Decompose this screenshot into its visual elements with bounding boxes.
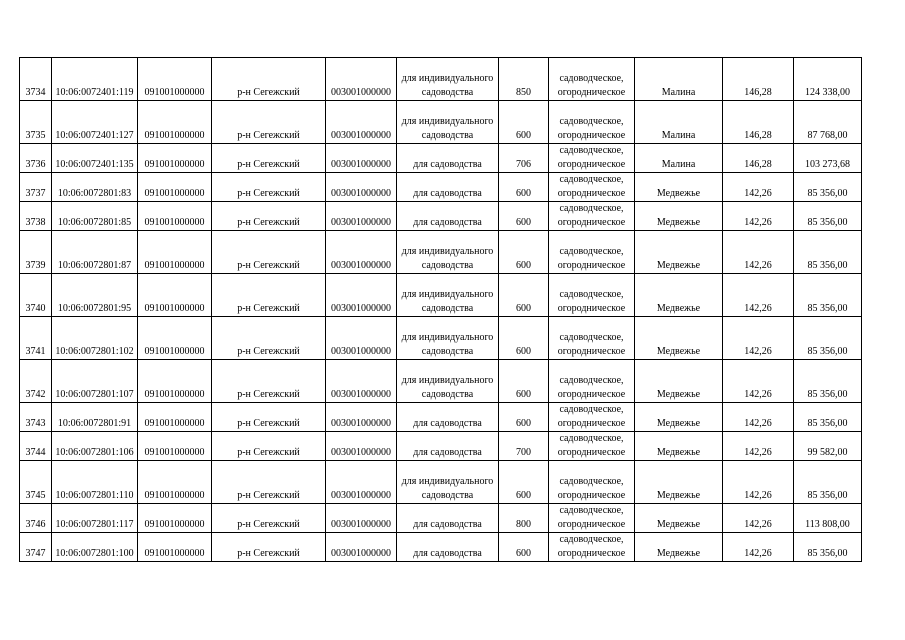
row-number-cell: 3739 xyxy=(20,231,52,274)
table-row xyxy=(20,504,862,533)
area-cell: 600 xyxy=(499,202,549,231)
okato-cell: 091001000000 xyxy=(138,101,212,144)
area-cell: 600 xyxy=(499,173,549,202)
permitted-use-cell: для индивидуального садоводства xyxy=(397,58,499,101)
row-number-cell: 3744 xyxy=(20,432,52,461)
specific-value-cell: 142,26 xyxy=(723,432,794,461)
cadastral-value-cell: 87 768,00 xyxy=(794,101,862,144)
cadastral-value-cell: 103 273,68 xyxy=(794,144,862,173)
permitted-use-cell: для индивидуального садоводства xyxy=(397,274,499,317)
table-body xyxy=(20,58,862,562)
permitted-use-cell: для садоводства xyxy=(397,403,499,432)
locality-cell: Медвежье xyxy=(635,274,723,317)
locality-cell: Малина xyxy=(635,101,723,144)
permitted-use-cell: для индивидуального садоводства xyxy=(397,360,499,403)
row-number-cell: 3737 xyxy=(20,173,52,202)
okato-cell: 091001000000 xyxy=(138,432,212,461)
cadastral-number-cell: 10:06:0072801:107 xyxy=(52,360,138,403)
area-cell: 600 xyxy=(499,403,549,432)
cadastral-value-cell: 85 356,00 xyxy=(794,317,862,360)
cadastral-value-cell: 99 582,00 xyxy=(794,432,862,461)
specific-value-cell: 146,28 xyxy=(723,144,794,173)
cadastral-value-cell: 85 356,00 xyxy=(794,202,862,231)
area-cell: 600 xyxy=(499,274,549,317)
district-cell: р-н Сегежский xyxy=(212,231,326,274)
cadastral-number-cell: 10:06:0072801:106 xyxy=(52,432,138,461)
cadastral-value-cell: 85 356,00 xyxy=(794,533,862,562)
okato-cell: 091001000000 xyxy=(138,533,212,562)
row-number-cell: 3745 xyxy=(20,461,52,504)
permitted-use-cell: для садоводства xyxy=(397,202,499,231)
area-cell: 600 xyxy=(499,231,549,274)
oktmo-cell: 003001000000 xyxy=(326,274,397,317)
district-cell: р-н Сегежский xyxy=(212,432,326,461)
oktmo-cell: 003001000000 xyxy=(326,58,397,101)
okato-cell: 091001000000 xyxy=(138,231,212,274)
row-number-cell: 3747 xyxy=(20,533,52,562)
use-category-cell: садоводческое, огородническое xyxy=(549,360,635,403)
use-category-cell: садоводческое, огородническое xyxy=(549,504,635,533)
permitted-use-cell: для садоводства xyxy=(397,504,499,533)
specific-value-cell: 142,26 xyxy=(723,202,794,231)
cadastral-value-cell: 85 356,00 xyxy=(794,461,862,504)
area-cell: 850 xyxy=(499,58,549,101)
district-cell: р-н Сегежский xyxy=(212,403,326,432)
specific-value-cell: 142,26 xyxy=(723,533,794,562)
row-number-cell: 3738 xyxy=(20,202,52,231)
cadastral-value-cell: 85 356,00 xyxy=(794,231,862,274)
cadastral-number-cell: 10:06:0072801:100 xyxy=(52,533,138,562)
use-category-cell: садоводческое, огородническое xyxy=(549,403,635,432)
oktmo-cell: 003001000000 xyxy=(326,173,397,202)
table-row xyxy=(20,58,862,101)
area-cell: 600 xyxy=(499,533,549,562)
locality-cell: Медвежье xyxy=(635,202,723,231)
oktmo-cell: 003001000000 xyxy=(326,432,397,461)
specific-value-cell: 142,26 xyxy=(723,461,794,504)
okato-cell: 091001000000 xyxy=(138,274,212,317)
district-cell: р-н Сегежский xyxy=(212,504,326,533)
locality-cell: Медвежье xyxy=(635,504,723,533)
oktmo-cell: 003001000000 xyxy=(326,317,397,360)
specific-value-cell: 146,28 xyxy=(723,58,794,101)
oktmo-cell: 003001000000 xyxy=(326,231,397,274)
cadastral-value-cell: 85 356,00 xyxy=(794,360,862,403)
locality-cell: Медвежье xyxy=(635,533,723,562)
use-category-cell: садоводческое, огородническое xyxy=(549,231,635,274)
cadastral-number-cell: 10:06:0072801:117 xyxy=(52,504,138,533)
use-category-cell: садоводческое, огородническое xyxy=(549,58,635,101)
cadastral-number-cell: 10:06:0072801:102 xyxy=(52,317,138,360)
locality-cell: Медвежье xyxy=(635,432,723,461)
okato-cell: 091001000000 xyxy=(138,461,212,504)
use-category-cell: садоводческое, огородническое xyxy=(549,317,635,360)
oktmo-cell: 003001000000 xyxy=(326,101,397,144)
area-cell: 600 xyxy=(499,461,549,504)
table-row xyxy=(20,461,862,504)
specific-value-cell: 142,26 xyxy=(723,504,794,533)
district-cell: р-н Сегежский xyxy=(212,101,326,144)
district-cell: р-н Сегежский xyxy=(212,58,326,101)
cadastral-number-cell: 10:06:0072801:83 xyxy=(52,173,138,202)
table-row xyxy=(20,360,862,403)
locality-cell: Медвежье xyxy=(635,231,723,274)
use-category-cell: садоводческое, огородническое xyxy=(549,202,635,231)
cadastral-number-cell: 10:06:0072801:87 xyxy=(52,231,138,274)
district-cell: р-н Сегежский xyxy=(212,533,326,562)
table-row xyxy=(20,202,862,231)
table-row xyxy=(20,533,862,562)
table-row xyxy=(20,403,862,432)
permitted-use-cell: для садоводства xyxy=(397,432,499,461)
okato-cell: 091001000000 xyxy=(138,317,212,360)
row-number-cell: 3736 xyxy=(20,144,52,173)
okato-cell: 091001000000 xyxy=(138,403,212,432)
oktmo-cell: 003001000000 xyxy=(326,144,397,173)
district-cell: р-н Сегежский xyxy=(212,202,326,231)
table-row xyxy=(20,173,862,202)
locality-cell: Медвежье xyxy=(635,317,723,360)
table-row xyxy=(20,231,862,274)
area-cell: 600 xyxy=(499,101,549,144)
cadastral-number-cell: 10:06:0072801:85 xyxy=(52,202,138,231)
row-number-cell: 3734 xyxy=(20,58,52,101)
area-cell: 800 xyxy=(499,504,549,533)
specific-value-cell: 142,26 xyxy=(723,231,794,274)
use-category-cell: садоводческое, огородническое xyxy=(549,144,635,173)
cadastral-value-cell: 85 356,00 xyxy=(794,403,862,432)
use-category-cell: садоводческое, огородническое xyxy=(549,432,635,461)
permitted-use-cell: для индивидуального садоводства xyxy=(397,317,499,360)
cadastral-value-cell: 85 356,00 xyxy=(794,173,862,202)
oktmo-cell: 003001000000 xyxy=(326,360,397,403)
cadastral-number-cell: 10:06:0072401:135 xyxy=(52,144,138,173)
permitted-use-cell: для садоводства xyxy=(397,533,499,562)
specific-value-cell: 142,26 xyxy=(723,403,794,432)
permitted-use-cell: для садоводства xyxy=(397,144,499,173)
district-cell: р-н Сегежский xyxy=(212,461,326,504)
oktmo-cell: 003001000000 xyxy=(326,403,397,432)
permitted-use-cell: для индивидуального садоводства xyxy=(397,461,499,504)
cadastral-number-cell: 10:06:0072401:127 xyxy=(52,101,138,144)
permitted-use-cell: для садоводства xyxy=(397,173,499,202)
okato-cell: 091001000000 xyxy=(138,58,212,101)
specific-value-cell: 142,26 xyxy=(723,173,794,202)
row-number-cell: 3743 xyxy=(20,403,52,432)
use-category-cell: садоводческое, огородническое xyxy=(549,533,635,562)
oktmo-cell: 003001000000 xyxy=(326,504,397,533)
okato-cell: 091001000000 xyxy=(138,504,212,533)
oktmo-cell: 003001000000 xyxy=(326,533,397,562)
permitted-use-cell: для индивидуального садоводства xyxy=(397,101,499,144)
district-cell: р-н Сегежский xyxy=(212,173,326,202)
use-category-cell: садоводческое, огородническое xyxy=(549,173,635,202)
okato-cell: 091001000000 xyxy=(138,202,212,231)
locality-cell: Медвежье xyxy=(635,403,723,432)
row-number-cell: 3735 xyxy=(20,101,52,144)
okato-cell: 091001000000 xyxy=(138,173,212,202)
district-cell: р-н Сегежский xyxy=(212,144,326,173)
row-number-cell: 3742 xyxy=(20,360,52,403)
specific-value-cell: 142,26 xyxy=(723,317,794,360)
area-cell: 600 xyxy=(499,360,549,403)
table-row xyxy=(20,432,862,461)
row-number-cell: 3741 xyxy=(20,317,52,360)
use-category-cell: садоводческое, огородническое xyxy=(549,274,635,317)
area-cell: 600 xyxy=(499,317,549,360)
cadastral-number-cell: 10:06:0072801:110 xyxy=(52,461,138,504)
row-number-cell: 3740 xyxy=(20,274,52,317)
specific-value-cell: 142,26 xyxy=(723,360,794,403)
row-number-cell: 3746 xyxy=(20,504,52,533)
table-row xyxy=(20,317,862,360)
area-cell: 706 xyxy=(499,144,549,173)
okato-cell: 091001000000 xyxy=(138,360,212,403)
locality-cell: Малина xyxy=(635,144,723,173)
district-cell: р-н Сегежский xyxy=(212,317,326,360)
cadastral-value-cell: 85 356,00 xyxy=(794,274,862,317)
table-row xyxy=(20,144,862,173)
locality-cell: Малина xyxy=(635,58,723,101)
land-plots-table xyxy=(19,57,862,562)
district-cell: р-н Сегежский xyxy=(212,274,326,317)
okato-cell: 091001000000 xyxy=(138,144,212,173)
locality-cell: Медвежье xyxy=(635,461,723,504)
cadastral-value-cell: 124 338,00 xyxy=(794,58,862,101)
use-category-cell: садоводческое, огородническое xyxy=(549,101,635,144)
locality-cell: Медвежье xyxy=(635,173,723,202)
permitted-use-cell: для индивидуального садоводства xyxy=(397,231,499,274)
locality-cell: Медвежье xyxy=(635,360,723,403)
oktmo-cell: 003001000000 xyxy=(326,461,397,504)
cadastral-number-cell: 10:06:0072801:91 xyxy=(52,403,138,432)
table-row xyxy=(20,274,862,317)
oktmo-cell: 003001000000 xyxy=(326,202,397,231)
specific-value-cell: 142,26 xyxy=(723,274,794,317)
district-cell: р-н Сегежский xyxy=(212,360,326,403)
area-cell: 700 xyxy=(499,432,549,461)
table-row xyxy=(20,101,862,144)
use-category-cell: садоводческое, огородническое xyxy=(549,461,635,504)
cadastral-value-cell: 113 808,00 xyxy=(794,504,862,533)
cadastral-number-cell: 10:06:0072401:119 xyxy=(52,58,138,101)
specific-value-cell: 146,28 xyxy=(723,101,794,144)
cadastral-number-cell: 10:06:0072801:95 xyxy=(52,274,138,317)
